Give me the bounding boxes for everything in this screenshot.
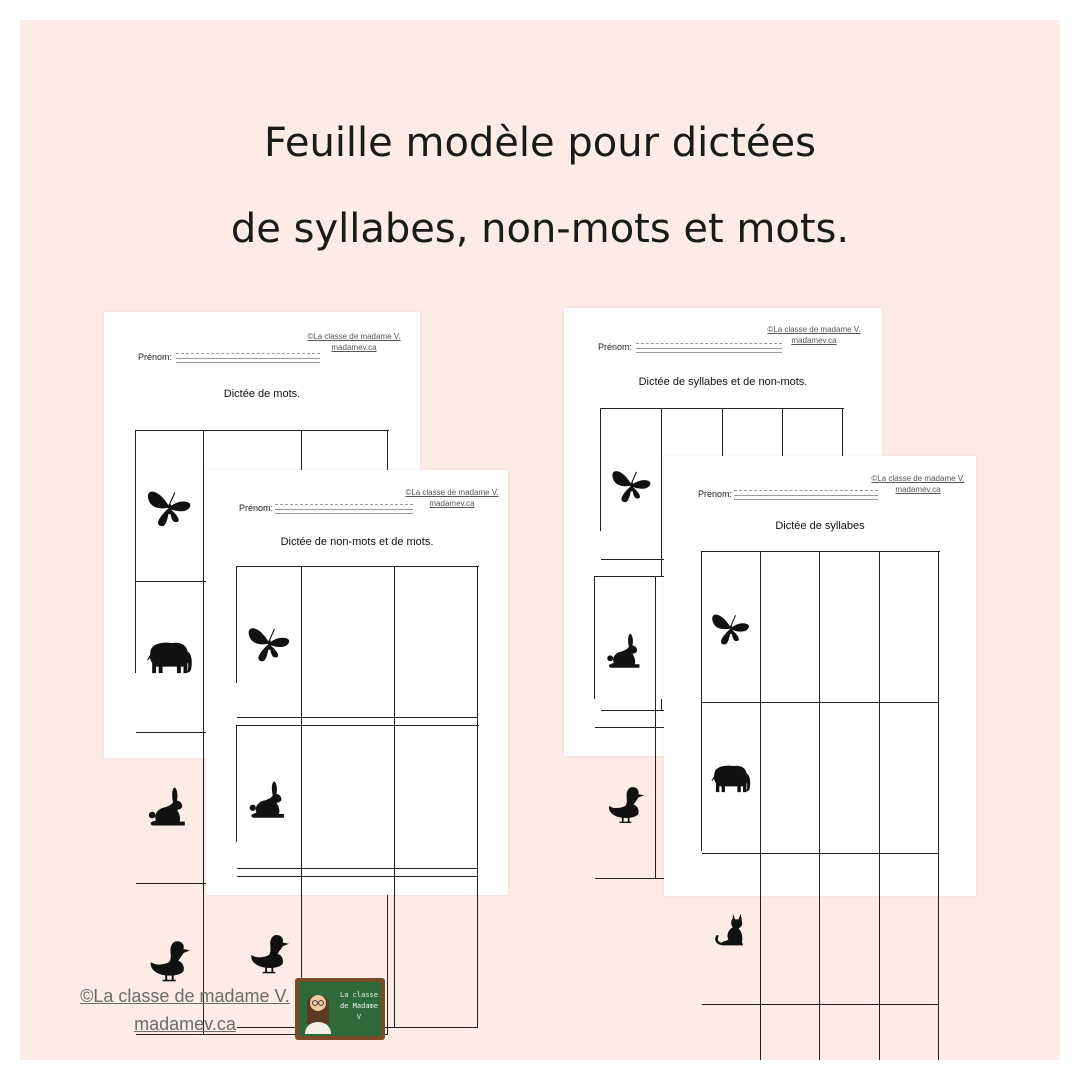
duck-icon — [595, 728, 656, 879]
answer-box — [820, 854, 880, 1005]
cat-icon — [702, 854, 761, 1005]
prenom-lines — [636, 343, 782, 356]
answer-box — [395, 726, 478, 877]
rabbit-icon — [136, 733, 204, 884]
answer-box — [880, 552, 939, 703]
worksheet-syllabes — [664, 456, 976, 896]
answer-box — [761, 552, 820, 703]
footer-credit-line-2: madamev.ca — [134, 1014, 236, 1034]
answer-box — [761, 854, 820, 1005]
footer-credit — [40, 982, 330, 1038]
chalkboard — [299, 982, 381, 1036]
elephant-icon — [136, 582, 204, 733]
sheet-title: Dictée de mots. — [223, 388, 301, 400]
sheet-credit: ©La classe de madame V. madamev.ca — [307, 332, 401, 352]
butterfly-icon — [136, 431, 204, 582]
poster — [20, 20, 1060, 1060]
rabbit-icon — [237, 726, 302, 877]
sheet-credit: ©La classe de madame V. madamev.ca — [871, 474, 965, 494]
butterfly-icon — [601, 409, 662, 560]
sheet-title: Dictée de non-mots et de mots. — [280, 536, 434, 548]
answer-grid — [701, 551, 940, 851]
butterfly-icon — [702, 552, 761, 703]
sheet-title: Dictée de syllabes et de non-mots. — [638, 376, 808, 388]
answer-box — [395, 877, 478, 1028]
answer-box — [880, 854, 939, 1005]
answer-box — [820, 552, 880, 703]
rabbit-icon — [595, 577, 656, 728]
butterfly-icon — [237, 567, 302, 718]
answer-box — [761, 1005, 820, 1060]
headline-line-2: de syllabes, non-mots et mots. — [230, 206, 850, 252]
prenom-label: Prénom: — [138, 352, 173, 362]
prenom-label: Prénom: — [239, 503, 274, 513]
prenom-label: Prénom: — [698, 489, 733, 499]
prenom-label: Prénom: — [598, 342, 633, 352]
answer-box — [820, 1005, 880, 1060]
answer-grid-bottom — [236, 725, 479, 842]
answer-box — [880, 1005, 939, 1060]
footer-credit-line-1: ©La classe de madame V. — [80, 986, 290, 1006]
logo-text: La classe de Madame V — [340, 991, 378, 1021]
prenom-lines — [734, 490, 878, 503]
brand-logo — [295, 978, 385, 1040]
sheet-credit: ©La classe de madame V. madamev.ca — [767, 325, 861, 345]
answer-box — [820, 703, 880, 854]
prenom-lines — [275, 504, 413, 517]
headline-line-1: Feuille modèle pour dictées — [264, 120, 816, 166]
teacher-illustration-icon — [301, 984, 337, 1034]
answer-box — [302, 567, 395, 718]
rabbit-icon — [702, 1005, 761, 1060]
answer-box — [302, 726, 395, 877]
elephant-icon — [702, 703, 761, 854]
answer-grid-top — [236, 566, 479, 683]
answer-box — [395, 567, 478, 718]
answer-box — [761, 703, 820, 854]
prenom-lines — [176, 353, 320, 366]
answer-box — [880, 703, 939, 854]
sheet-title: Dictée de syllabes — [775, 520, 865, 532]
worksheet-nonmots-mots — [206, 470, 508, 895]
sheet-credit: ©La classe de madame V. madamev.ca — [405, 488, 499, 508]
